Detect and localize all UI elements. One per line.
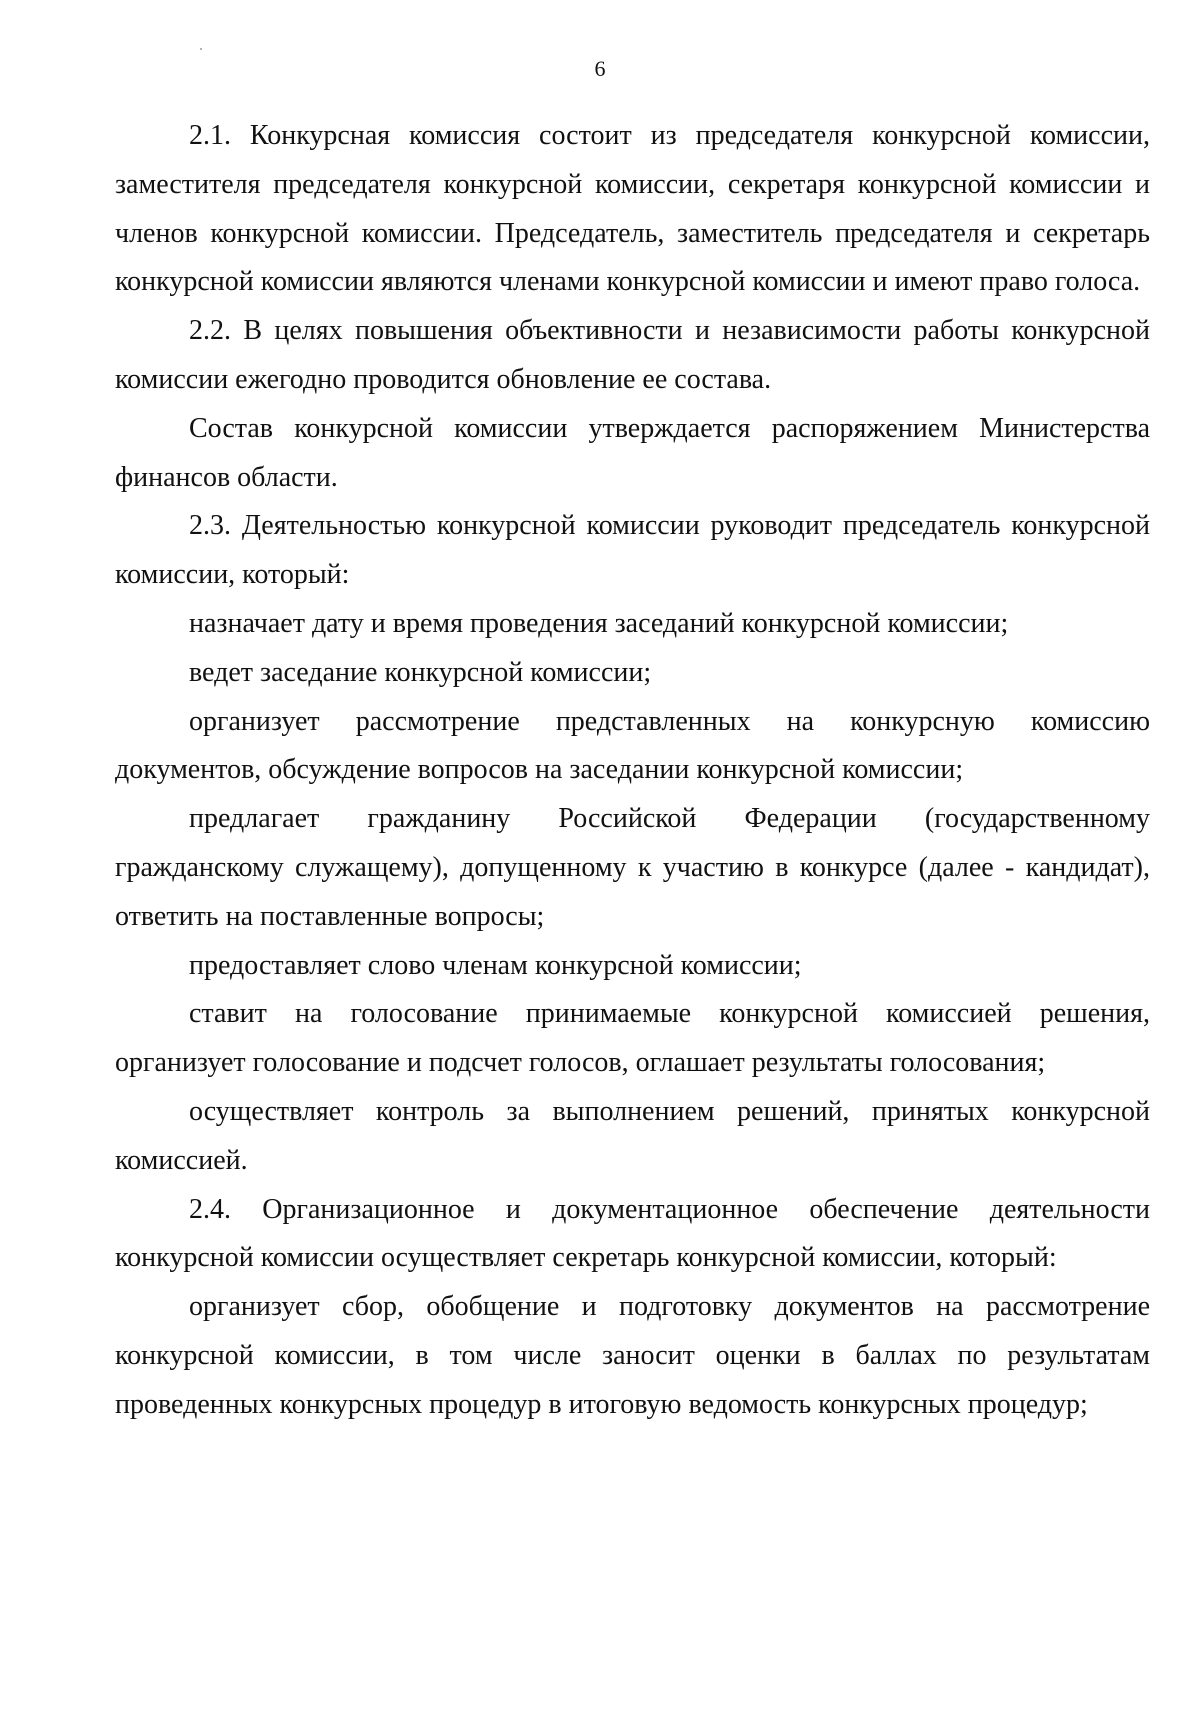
paragraph-commission-composition: Состав конкурсной комиссии утверждается распоряжением Министерства финансов области.: [115, 412, 1150, 493]
list-item-chair-duty: организует рассмотрение представленных на конкурсную комиссию документов, обсуждение вопросов на заседании конкурсной комиссии;: [115, 705, 1150, 786]
scan-speck: [200, 48, 202, 50]
page-number: 6: [594, 56, 606, 81]
list-item-chair-duty: осуществляет контроль за выполнением решений, принятых конкурсной комиссией.: [115, 1095, 1150, 1176]
list-item-secretary-duty: организует сбор, обобщение и подготовку документов на рассмотрение конкурсной комиссии, в том числе заносит оценки в баллах по результатам проведенных конкурсных процедур в итоговую ведомость конкурсных процедур;: [115, 1291, 1150, 1420]
paragraph-2-3: 2.3. Деятельностью конкурсной комиссии руководит председатель конкурсной комиссии, который:: [115, 510, 1150, 591]
list-item-chair-duty: предлагает гражданину Российской Федерации (государственному гражданскому служащему), допущенному к участию в конкурсе (далее - кандидат), ответить на поставленные вопросы;: [115, 803, 1150, 932]
list-item-chair-duty: предоставляет слово членам конкурсной комиссии;: [189, 949, 802, 981]
paragraph-2-2: 2.2. В целях повышения объективности и независимости работы конкурсной комиссии ежегодно проводится обновление ее состава.: [115, 315, 1150, 395]
list-item-chair-duty: назначает дату и время проведения заседаний конкурсной комиссии;: [189, 607, 1009, 639]
list-item-chair-duty: ведет заседание конкурсной комиссии;: [189, 656, 652, 688]
paragraph-2-4: 2.4. Организационное и документационное обеспечение деятельности конкурсной комиссии осуществляет секретарь конкурсной комиссии, который:: [115, 1193, 1150, 1274]
paragraph-2-1: 2.1. Конкурсная комиссия состоит из председателя конкурсной комиссии, заместителя председателя конкурсной комиссии, секретаря конкурсной комиссии и членов конкурсной комиссии. Председатель, заместитель председателя и секретарь конкурсной комиссии являются членами конкурсной комиссии и имеют право голоса.: [115, 120, 1150, 298]
document-body: [115, 112, 1150, 1430]
list-item-chair-duty: ставит на голосование принимаемые конкурсной комиссией решения, организует голосование и подсчет голосов, оглашает результаты голосования;: [115, 998, 1150, 1079]
